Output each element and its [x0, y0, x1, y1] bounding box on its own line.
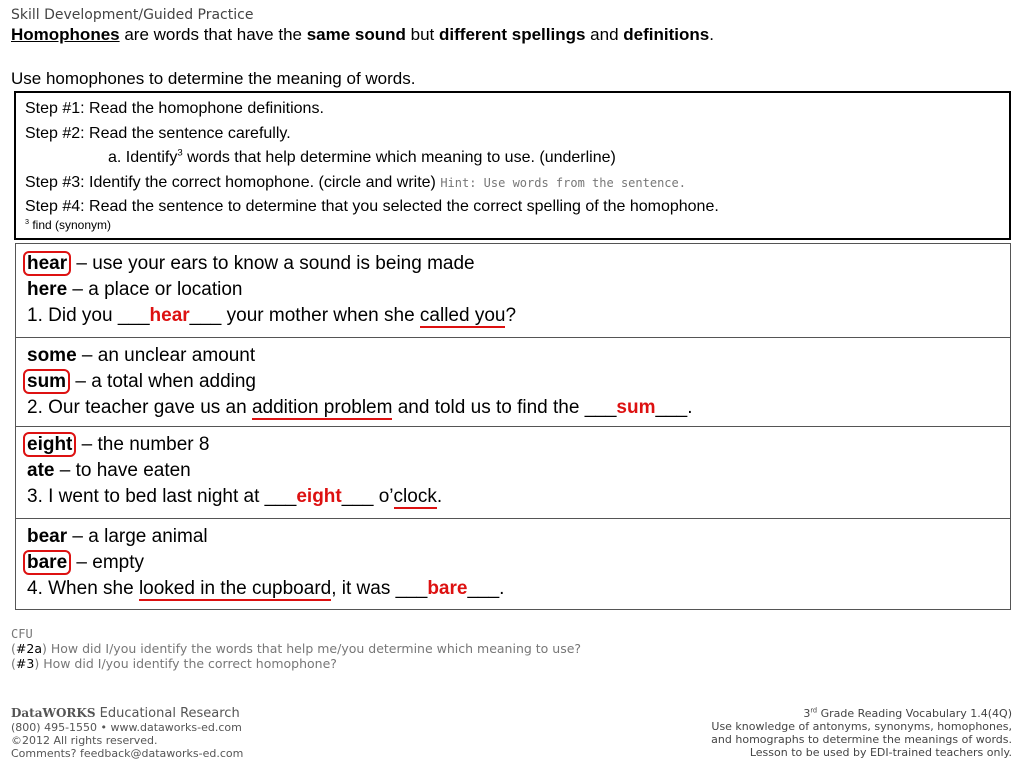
footer-contact: (800) 495-1550 • www.dataworks-ed.com — [11, 721, 242, 734]
step-2a: a. Identify$^3$ words that help determine which meaning to use. (underline) — [108, 147, 616, 166]
brand-logo: DataWORKS Educational Research — [11, 706, 240, 721]
homophone-word: ate — [27, 460, 55, 481]
answer: bare — [427, 578, 468, 599]
homophone-table — [15, 243, 1011, 610]
homophone-word: some — [27, 345, 77, 366]
footer-right — [711, 707, 1012, 759]
context-clue: clock — [393, 486, 437, 507]
answer: sum — [616, 397, 656, 418]
instruction-line: Use homophones to determine the meaning of words. — [11, 69, 416, 88]
step-2: Step #2: Read the sentence carefully. — [25, 125, 291, 142]
sentence: 3. I went to bed last night at ___eight___ o’clock. — [27, 486, 443, 507]
term-homophones: Homophones — [11, 25, 120, 44]
context-clue: called you — [419, 305, 506, 326]
step-1: Step #1: Read the homophone definitions. — [25, 100, 324, 117]
footer-standard-line-2: Use knowledge of antonyms, synonyms, homophones, — [711, 720, 1012, 733]
header-kicker: Skill Development/Guided Practice — [11, 7, 254, 23]
steps-box — [14, 91, 1011, 240]
footer-comments: Comments? feedback@dataworks-ed.com — [11, 747, 244, 760]
context-clue: addition problem — [251, 397, 393, 418]
homophone-word: bear — [27, 526, 68, 547]
table-row: some – an unclear amount sum – a total when adding 2. Our teacher gave us an addition problem and told us to find the ___sum___. — [16, 338, 1010, 427]
homophone-word-circled: eight — [23, 432, 76, 457]
homophone-word-circled: bare — [23, 550, 71, 575]
footer-standard-line-3: and homographs to determine the meanings of words. — [711, 733, 1012, 746]
cfu-question-1: (#2a) How did I/you identify the words that help me/you determine which meaning to use? — [11, 641, 582, 656]
footer-copyright: ©2012 All rights reserved. — [11, 734, 158, 747]
footnote: $^3$ find (synonym) — [25, 217, 112, 232]
table-row: eight – the number 8 ate – to have eaten 3. I went to bed last night at ___eight___ o’clock. — [16, 427, 1010, 519]
footer-left — [11, 706, 243, 760]
sentence: 4. When she looked in the cupboard, it was ___bare___. — [27, 578, 505, 599]
sentence: 1. Did you ___hear___ your mother when she called you? — [27, 305, 517, 326]
footer-grade: 3rd Grade Reading Vocabulary 1.4(4Q) — [803, 706, 1012, 720]
table-row: hear – use your ears to know a sound is being made here – a place or location 1. Did you ___hear___ your mother when she called you? — [16, 244, 1010, 338]
homophone-word-circled: sum — [23, 369, 70, 394]
cfu-label: CFU — [11, 627, 33, 641]
cfu-question-2: (#3) How did I/you identify the correct homophone? — [11, 656, 337, 671]
step-3-hint: Hint: Use words from the sentence. — [440, 176, 686, 190]
answer: hear — [149, 305, 190, 326]
homophone-word: here — [27, 279, 68, 300]
step-4: Step #4: Read the sentence to determine that you selected the correct spelling of the homophone. — [25, 198, 719, 215]
homophone-definition: Homophones are words that have the same sound but different spellings and definitions. — [11, 25, 714, 44]
context-clue: looked in the cupboard — [138, 578, 332, 599]
answer: eight — [296, 486, 342, 507]
footer-standard-line-4: Lesson to be used by EDI-trained teachers only. — [749, 746, 1012, 759]
cfu-section — [11, 627, 581, 671]
sentence: 2. Our teacher gave us an addition problem and told us to find the ___sum___. — [27, 397, 693, 418]
homophone-word-circled: hear — [23, 251, 71, 276]
step-3: Step #3: Identify the correct homophone. (circle and write) Hint: Use words from the sentence. — [25, 174, 686, 191]
table-row: bear – a large animal bare – empty 4. When she looked in the cupboard, it was ___bare___. — [16, 519, 1010, 609]
